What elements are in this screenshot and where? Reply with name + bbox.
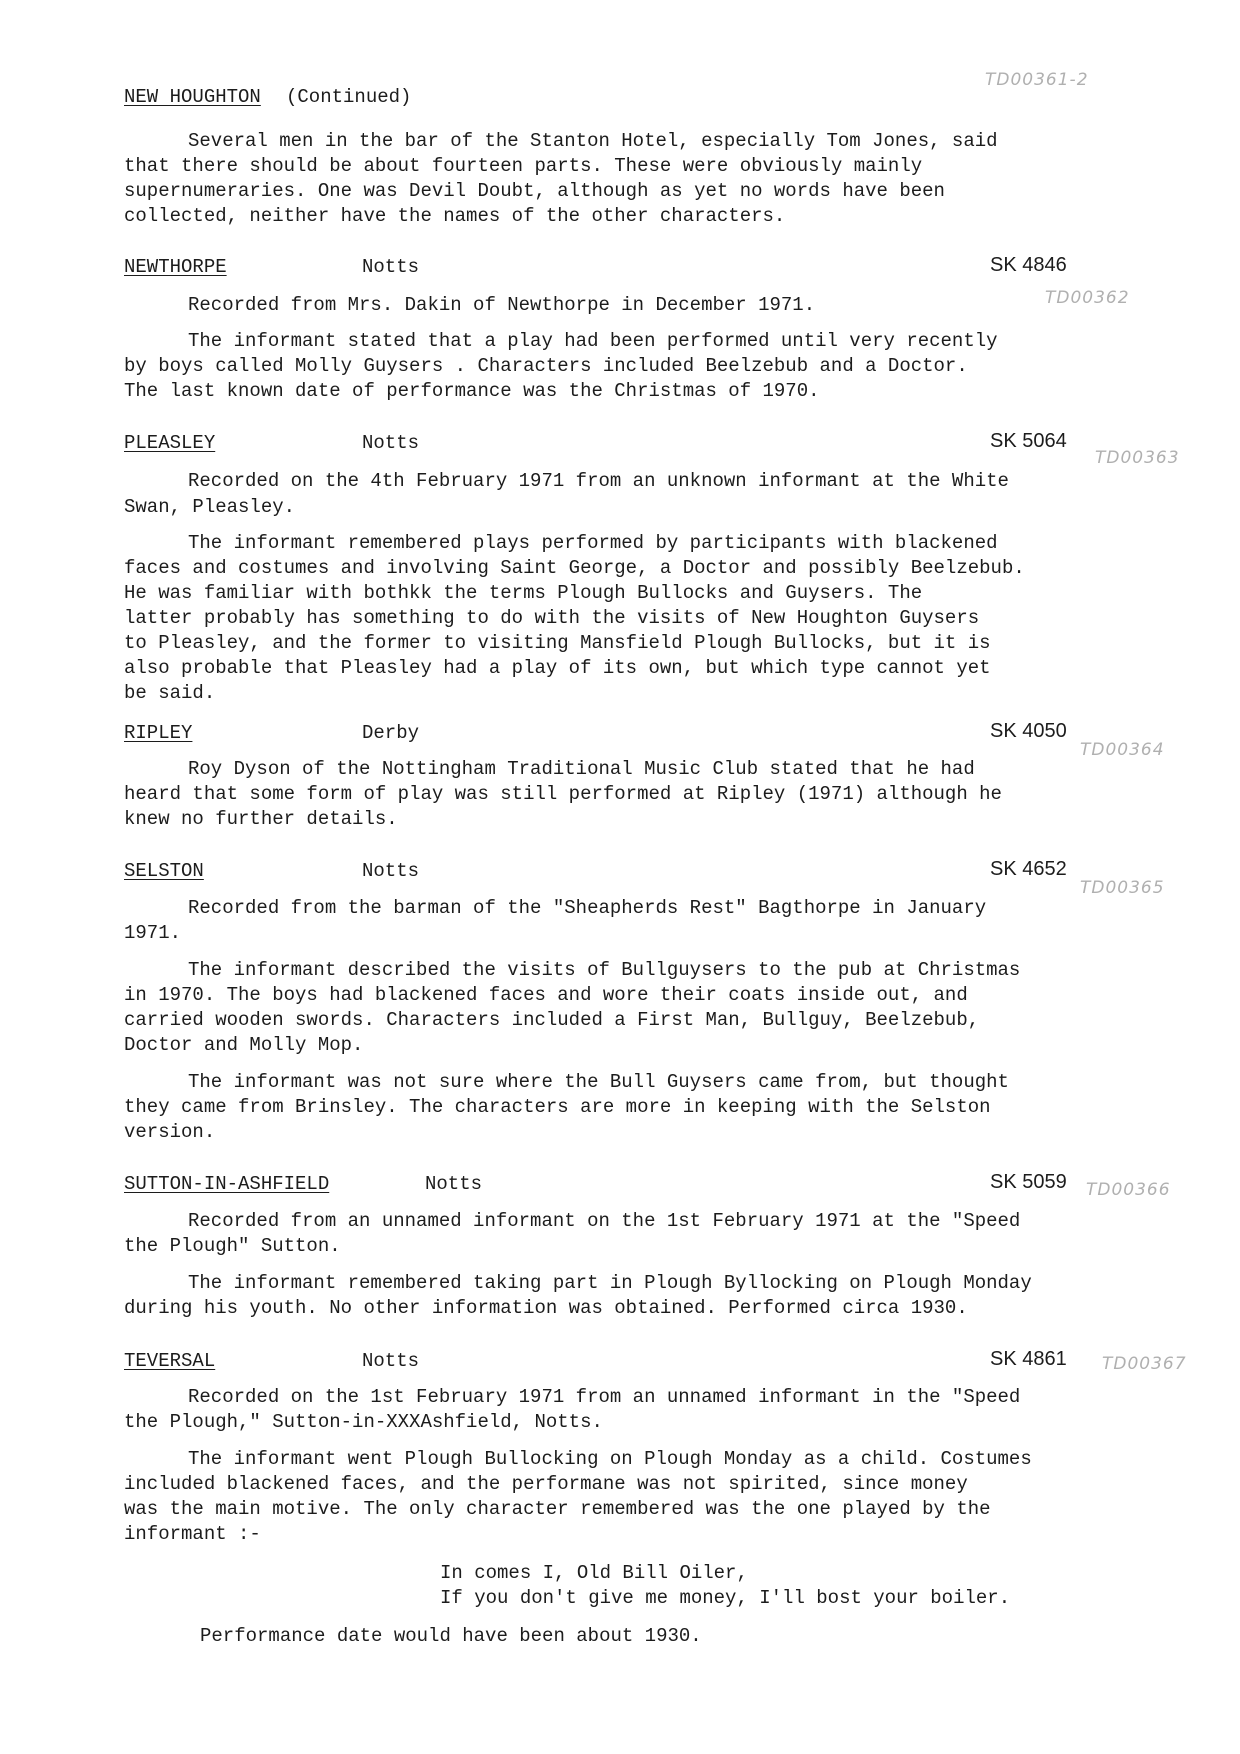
body-line: heard that some form of play was still performed at Ripley (1971) although he <box>124 783 1002 805</box>
archive-ref: TD00363 <box>1095 448 1180 468</box>
grid-reference: SK 4652 <box>990 858 1067 880</box>
body-line: version. <box>124 1121 216 1143</box>
recorded-line: Swan, Pleasley. <box>124 496 296 518</box>
grid-reference: SK 5059 <box>990 1171 1067 1193</box>
grid-reference: SK 4846 <box>990 254 1067 276</box>
county-label: Notts <box>362 256 420 278</box>
recorded-line: Recorded from an unnamed informant on the 1st February 1971 at the "Speed <box>188 1210 1021 1232</box>
continued-label: (Continued) <box>286 86 412 108</box>
archive-ref: TD00364 <box>1080 740 1165 760</box>
body-line: in 1970. The boys had blackened faces and wore their coats inside out, and <box>124 984 968 1006</box>
recorded-line: the Plough" Sutton. <box>124 1235 341 1257</box>
body-line: that there should be about fourteen parts. These were obviously mainly <box>124 155 923 177</box>
grid-reference: SK 5064 <box>990 430 1067 452</box>
body-line: The informant stated that a play had been performed until very recently <box>188 330 998 352</box>
body-line: The informant remembered taking part in Plough Byllocking on Plough Monday <box>188 1272 1032 1294</box>
county-label: Notts <box>362 860 420 882</box>
place-heading-selston: SELSTON <box>124 860 204 882</box>
body-line: The informant went Plough Bullocking on Plough Monday as a child. Costumes <box>188 1448 1032 1470</box>
recorded-line: Recorded from the barman of the "Sheapherds Rest" Bagthorpe in January <box>188 897 987 919</box>
county-label: Notts <box>425 1173 483 1195</box>
body-line: The last known date of performance was the Christmas of 1970. <box>124 380 820 402</box>
body-line: included blackened faces, and the performane was not spirited, since money <box>124 1473 968 1495</box>
body-line: collected, neither have the names of the other characters. <box>124 205 786 227</box>
body-line: to Pleasley, and the former to visiting Mansfield Plough Bullocks, but it is <box>124 632 991 654</box>
archive-ref: TD00367 <box>1102 1354 1187 1374</box>
archive-ref: TD00361-2 <box>985 70 1089 90</box>
body-line: Doctor and Molly Mop. <box>124 1034 364 1056</box>
recorded-line: Recorded on the 1st February 1971 from an unnamed informant in the "Speed <box>188 1386 1021 1408</box>
verse-line: In comes I, Old Bill Oiler, <box>440 1562 748 1584</box>
body-line: they came from Brinsley. The characters are more in keeping with the Selston <box>124 1096 991 1118</box>
body-line: latter probably has something to do with the visits of New Houghton Guysers <box>124 607 980 629</box>
body-line: carried wooden swords. Characters included a First Man, Bullguy, Beelzebub, <box>124 1009 980 1031</box>
archive-ref: TD00365 <box>1080 878 1165 898</box>
place-heading-teversal: TEVERSAL <box>124 1350 216 1372</box>
recorded-line: Recorded on the 4th February 1971 from an unknown informant at the White <box>188 470 1009 492</box>
body-line: during his youth. No other information was obtained. Performed circa 1930. <box>124 1297 968 1319</box>
county-label: Derby <box>362 722 420 744</box>
place-heading-ripley: RIPLEY <box>124 722 193 744</box>
body-line: knew no further details. <box>124 808 398 830</box>
body-line: supernumeraries. One was Devil Doubt, although as yet no words have been <box>124 180 945 202</box>
closing-line: Performance date would have been about 1930. <box>200 1625 702 1647</box>
body-line: The informant was not sure where the Bull Guysers came from, but thought <box>188 1071 1009 1093</box>
place-heading-new-houghton: NEW HOUGHTON <box>124 86 261 108</box>
county-label: Notts <box>362 432 420 454</box>
archive-ref: TD00362 <box>1045 288 1130 308</box>
body-line: The informant described the visits of Bullguysers to the pub at Christmas <box>188 959 1021 981</box>
verse-line: If you don't give me money, I'll bost your boiler. <box>440 1587 1011 1609</box>
grid-reference: SK 4050 <box>990 720 1067 742</box>
place-heading-newthorpe: NEWTHORPE <box>124 256 227 278</box>
body-line: The informant remembered plays performed by participants with blackened <box>188 532 998 554</box>
grid-reference: SK 4861 <box>990 1348 1067 1370</box>
body-line: also probable that Pleasley had a play of its own, but which type cannot yet <box>124 657 991 679</box>
body-line: be said. <box>124 682 216 704</box>
body-line: informant :- <box>124 1523 261 1545</box>
place-heading-sutton-in-ashfield: SUTTON-IN-ASHFIELD <box>124 1173 330 1195</box>
body-line: Roy Dyson of the Nottingham Traditional Music Club stated that he had <box>188 758 975 780</box>
body-line: He was familiar with bothkk the terms Plough Bullocks and Guysers. The <box>124 582 923 604</box>
body-line: was the main motive. The only character remembered was the one played by the <box>124 1498 991 1520</box>
place-heading-pleasley: PLEASLEY <box>124 432 216 454</box>
county-label: Notts <box>362 1350 420 1372</box>
archive-ref: TD00366 <box>1086 1180 1171 1200</box>
recorded-line: 1971. <box>124 922 182 944</box>
recorded-line: the Plough," Sutton-in-XXXAshfield, Notts. <box>124 1411 603 1433</box>
body-line: faces and costumes and involving Saint George, a Doctor and possibly Beelzebub. <box>124 557 1025 579</box>
body-line: by boys called Molly Guysers . Characters included Beelzebub and a Doctor. <box>124 355 968 377</box>
body-line: Several men in the bar of the Stanton Hotel, especially Tom Jones, said <box>188 130 998 152</box>
recorded-line: Recorded from Mrs. Dakin of Newthorpe in December 1971. <box>188 294 816 316</box>
